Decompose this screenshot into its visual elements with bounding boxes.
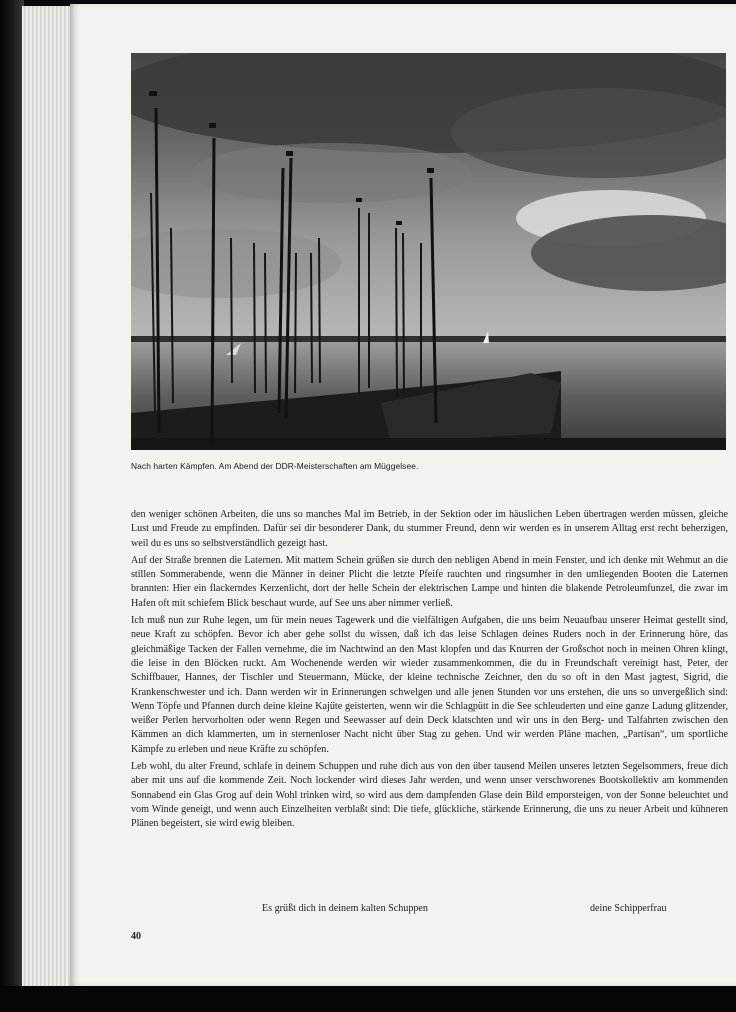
paragraph: den weniger schönen Arbeiten, die uns so manches Mal im Betrieb, in der Sektion oder im häuslichen Leben übertragen werden müssen, gleiche Lust und Freude zu empfinden. Dafür sei dir besonderer Dank, du stummer Freund, denn wir werden es in unserem Alltag erst recht beherzigen, weil du es uns so selbstverständlich gezeigt hast.: [131, 509, 728, 549]
page-number: 40: [131, 931, 141, 942]
paragraph: Leb wohl, du alter Freund, schlafe in deinem Schuppen und ruhe dich aus von den über tausend Meilen unseres letzten Segelsommers, freue dich aber mit uns auf die kommende Zeit. Noch lockender wird dieses Jahr werden, und wenn unser verschworenes Bootskollektiv am kommenden Sonnabend ein Glas Grog auf dein Wohl trinken wird, so wird aus dem dampfenden Glase dein Bild emporsteigen, von der Sonne beleuchtet und vom Winde geneigt, und wenn auch Einzelheiten verblaßt sind: Die tiefe, glückliche, stärkende Erinnerung, die uns zu neuer Arbeit und kühneren Plänen begeistert, sie wird ewig bleiben.: [131, 761, 728, 830]
paragraph: Auf der Straße brennen die Laternen. Mit mattem Schein grüßen sie durch den nebligen Abend in mein Fenster, und ich denke mit Wehmut an die stillen Sommerabende, wenn die Männer in deiner Plicht die letzte Pfeife rauchten und ringsumher in den umliegenden Booten die Laternen brannten: Hier ein flackerndes Kerzenlicht, dort der helle Schein der elektrischen Lampe und hinten die blakende Petroleumfunzel, die zwar im Hafen oft mit schiefem Blick beschaut wurde, auf See uns aber nimmer verließ.: [131, 554, 728, 609]
harbor-photo: [131, 53, 726, 450]
photo-caption: Nach harten Kämpfen. Am Abend der DDR-Meisterschaften am Müggelsee.: [131, 461, 419, 471]
article-body: [131, 508, 728, 835]
signature: deine Schipperfrau: [590, 903, 667, 914]
scan-border: [0, 986, 736, 1012]
page-edges: [22, 6, 74, 986]
book-spine: [0, 0, 24, 988]
closing-greeting: Es grüßt dich in deinem kalten Schuppen: [262, 903, 428, 914]
paragraph: Ich muß nun zur Ruhe legen, um für mein neues Tagewerk und die vielfältigen Aufgaben, die uns beim Neuaufbau unserer Heimat gestellt sind, neue Kraft zu schöpfen. Bevor ich aber gehe sollst du wissen, daß ich das leise Schlagen deines Ruders noch in der Erinnerung höre, das gleichmäßige Tacken der Fallen vernehme, die im Nachtwind an den Mast klopfen und das Knurren der Großschot noch in meinen Ohren klingt, die leise in den Blöcken ruckt. Am Wochenende werden wir wieder zusammenkommen, die du in Freundschaft vereinigt hast, Peter, der Schiffbauer, Hannes, der Tischler und Steuermann, Mücke, der kleine technische Zeichner, den du so oft in den Mast jagtest, Sigrid, die Krankenschwester und ich. Dann werden wir in Erinnerungen schwelgen und alle jenen Stunden vor uns erstehen, die uns so unvergeßlich sind: Wenn Töpfe und Pfannen durch deine kleine Kajüte geisterten, wenn wir die Schlagpütt in die See schleuderten und eine ganze Ladung glitzender, weißer Perlen hervorholten oder wenn Regen und Seewasser auf dein Deck klatschten und wir uns in den Berg- und Talfahrten zwischen den Kämmen an dich klammerten, um in sternenloser Nacht nicht über Stag zu gehen. Und wir werden Pläne machen, „Partisan“, um sportliche Kämpfe zu erleben und neue Kräfte zu schöpfen.: [131, 615, 728, 755]
